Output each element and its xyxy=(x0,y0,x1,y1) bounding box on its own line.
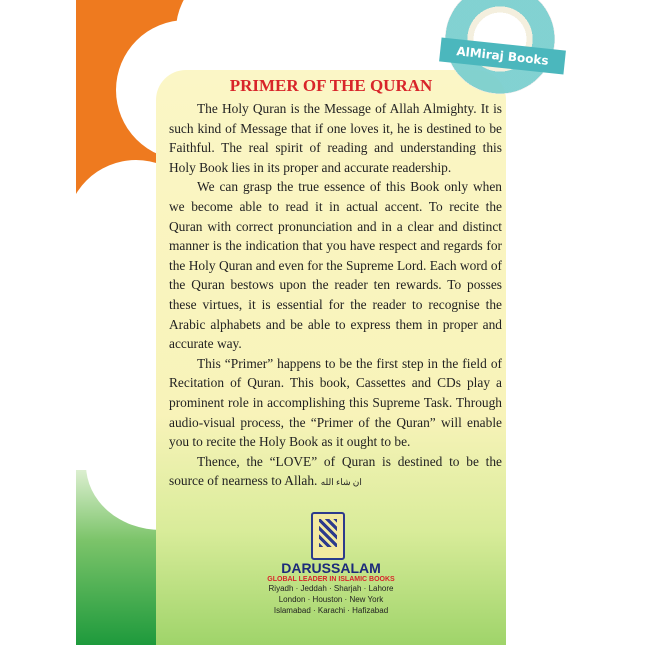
paragraph xyxy=(169,452,502,493)
cities-line: Riyadh · Jeddah · Sharjah · Lahore xyxy=(268,584,394,593)
book-back-cover xyxy=(76,0,570,645)
paragraph-text: Thence, the “LOVE” of Quran is destined to be the source of nearness to Allah. xyxy=(169,453,502,489)
cities-line: Islamabad · Karachi · Hafizabad xyxy=(273,606,389,615)
publisher-logo xyxy=(311,512,345,560)
paragraph: We can grasp the true essence of this Book only when we become able to read it in actual accent. To recite the Quran with correct pronunciation and in a clear and distinct manner is the indication that you have respect and regards for the Holy Quran and even for the Supreme Lord. Each word of the Quran bestows upon the reader ten rewards. To posses these virtues, it is essential for the reader to recognise the Arabic alphabets and be able to express them in proper and accurate way. xyxy=(169,179,502,352)
paragraph: This “Primer” happens to be the first step in the field of Recitation of Quran. This book, Cassettes and CDs play a prominent role in accomplishing this Supreme Task. Through audio-visual process, the “Primer of the Quran” will enable you to recite the Holy Book as it ought to be. xyxy=(169,355,502,450)
page-title: PRIMER OF THE QURAN xyxy=(229,76,433,95)
paragraph: The Holy Quran is the Message of Allah Almighty. It is such kind of Message that if one loves it, he is destined to be Faithful. The real spirit of reading and understanding this Holy Book lies in its proper and accurate readership. xyxy=(169,101,502,175)
publisher-block xyxy=(236,560,426,616)
cities-line: London · Houston · New York xyxy=(278,595,384,604)
logo-pattern xyxy=(319,519,337,547)
body-text xyxy=(169,99,502,493)
inshallah-text: ان شاء الله xyxy=(320,477,362,488)
publisher-name: DARUSSALAM xyxy=(281,560,381,576)
publisher-tagline: GLOBAL LEADER IN ISLAMIC BOOKS xyxy=(267,576,395,583)
watermark-ribbon: AlMiraj Books xyxy=(439,38,566,75)
